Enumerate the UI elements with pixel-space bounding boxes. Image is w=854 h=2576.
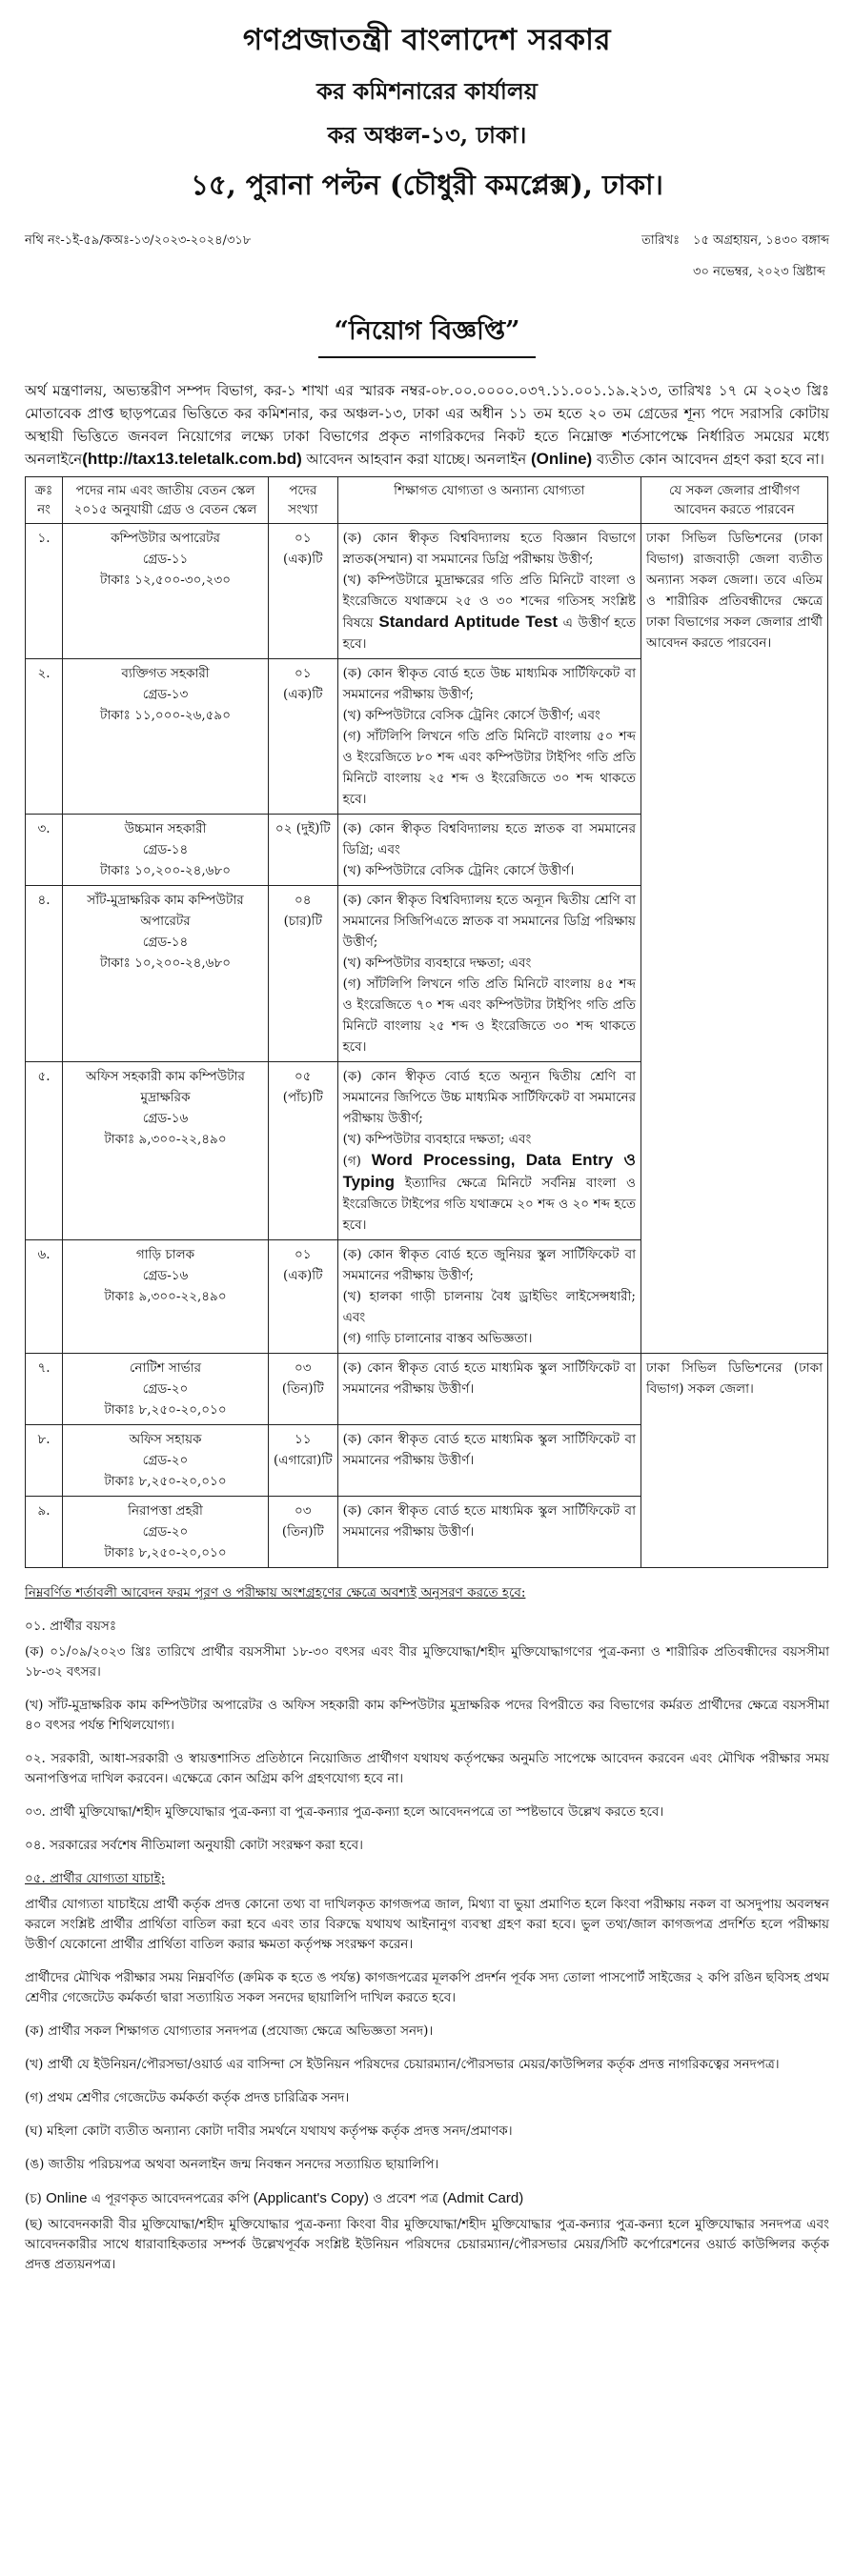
row-post-count: ০১ (এক)টি — [269, 524, 338, 659]
post-scale: টাকাঃ ১১,০০০-২৬,৫৯০ — [100, 708, 231, 723]
row-serial: ২. — [26, 659, 63, 815]
government-title: গণপ্রজাতন্ত্রী বাংলাদেশ সরকার — [242, 23, 612, 57]
qualification-line — [343, 1500, 636, 1542]
qualification-text: (খ) কম্পিউটারে মুদ্রাক্ষরের গতি প্রতি মিনিটে বাংলা ও ইংরেজিতে যথাক্রমে ২৫ ও ৩০ শব্দের গতিসহ সংশ্লিষ্ট বিষয়ে — [342, 573, 636, 631]
table-row — [26, 1354, 828, 1425]
row-post — [63, 659, 269, 815]
cha-text-1: (চ) — [25, 2191, 47, 2206]
row-qualification — [337, 1240, 640, 1354]
row-qualification — [337, 1062, 640, 1240]
cha-admit-card: (Admit Card) — [442, 2190, 524, 2206]
condition-5-para-1: প্রার্থীর যোগ্যতা যাচাইয়ে প্রার্থী কর্তৃক প্রদত্ত কোনো তথ্য বা দাখিলকৃত কাগজপত্র জাল, মিথ্যা বা ভুয়া প্রমাণিত হলে কিংবা পরীক্ষায় নকল বা অসদুপায় অবলম্বন করলে সংশ্লিষ্ট প্রার্থীর প্রার্থিতা বাতিল করা হবে এবং তার বিরুদ্ধে যথাযথ আইনানুগ ব্যবস্থা গ্রহণ করা হবে। ভুল তথ্য/জাল কাগজপত্র প্রদর্শিত হলে পরীক্ষায় উত্তীর্ণ যেকোনো প্রার্থীর প্রার্থিতা বাতিল করার ক্ষমতা কর্তৃপক্ষ সংরক্ষণ করেন। — [25, 1897, 829, 1952]
qualification-text: (গ) গাড়ি চালানোর বাস্তব অভিজ্ঞতা। — [342, 1331, 533, 1346]
condition-1-a: (ক) ০১/০৯/২০২৩ খ্রিঃ তারিখে প্রার্থীর বয়সসীমা ১৮-৩০ বৎসর এবং বীর মুক্তিযোদ্ধা/শহীদ মুক্তিযোদ্ধাগণের পুত্র-কন্যা ও শারীরিক প্রতিবন্ধীদের বয়সসীমা ১৮-৩২ বৎসর। — [25, 1644, 829, 1680]
qualification-text: (ক) কোন স্বীকৃত বোর্ড হতে মাধ্যমিক স্কুল সার্টিফিকেট বা সমমানের পরীক্ষায় উত্তীর্ণ। — [342, 1503, 636, 1540]
memo-number: নথি নং-১ই-৫৯/কঅঃ-১৩/২০২৩-২০২৪/৩১৮ — [25, 233, 252, 248]
condition-5-title: ০৫. প্রার্থীর যোগ্যতা যাচাই: — [25, 1871, 166, 1886]
row-post-count: ০১ (এক)টি — [269, 1240, 338, 1354]
qualification-line — [343, 663, 636, 705]
row-qualification — [337, 1497, 640, 1568]
online-label: (Online) — [531, 450, 593, 468]
qualification-text: (খ) কম্পিউটারে বেসিক ট্রেনিং কোর্সে উত্তীর্ণ। — [342, 863, 575, 878]
table-row — [26, 524, 828, 659]
row-post — [63, 1354, 269, 1425]
header-post: পদের নাম এবং জাতীয় বেতন স্কেল ২০১৫ অনুযায়ী গ্রেড ও বেতন স্কেল — [63, 477, 269, 524]
intro-text-2: আবেদন আহবান করা যাচ্ছে। অনলাইন — [301, 451, 531, 468]
conditions-section — [25, 1583, 829, 2275]
qualification-text: (ক) কোন স্বীকৃত বোর্ড হতে মাধ্যমিক স্কুল সার্টিফিকেট বা সমমানের পরীক্ষায় উত্তীর্ণ। — [342, 1432, 636, 1468]
row-post-count: ০৪ (চার)টি — [269, 886, 338, 1062]
row-qualification — [337, 524, 640, 659]
qualification-line — [343, 1066, 636, 1129]
cha-text-3: ও প্রবেশ পত্র — [369, 2191, 443, 2206]
row-post — [63, 886, 269, 1062]
post-scale: টাকাঃ ৮,২৫০-২০,০১০ — [104, 1474, 227, 1489]
qualification-tail: এ উত্তীর্ণ হতে হবে। — [342, 615, 636, 652]
header-districts: যে সকল জেলার প্রার্থীগণ আবেদন করতে পারবেন — [641, 477, 828, 524]
post-grade: গ্রেড-১৬ — [142, 1268, 189, 1283]
row-post-count: ০৩ (তিন)টি — [269, 1354, 338, 1425]
table-header-row — [26, 477, 828, 524]
advertisement-title-text: “নিয়োগ বিজ্ঞপ্তি” — [318, 310, 535, 358]
condition-1-b: (খ) সাঁট-মুদ্রাক্ষরিক কাম কম্পিউটার অপারেটর ও অফিস সহকারী কাম কম্পিউটার মুদ্রাক্ষরিক পদের বিপরীতে কর বিভাগের কর্মরত প্রার্থীদের ক্ষেত্রে বয়সসীমা ৪০ বৎসর পর্যন্ত শিথিলযোগ্য। — [25, 1698, 829, 1733]
post-scale: টাকাঃ ১০,২০০-২৪,৬৮০ — [100, 956, 231, 971]
row-eligible-districts: ঢাকা সিভিল ডিভিশনের (ঢাকা বিভাগ) সকল জেলা। — [641, 1354, 828, 1568]
post-scale: টাকাঃ ৮,২৫০-২০,০১০ — [104, 1402, 227, 1418]
qualification-line — [343, 1150, 636, 1236]
post-name: উচ্চমান সহকারী — [124, 821, 207, 836]
qualification-highlight: Word Processing, Data Entry ও Typing — [342, 1151, 637, 1191]
date-bangla: ১৫ অগ্রহায়ন, ১৪৩০ বঙ্গাব্দ — [693, 233, 829, 248]
row-qualification — [337, 815, 640, 886]
post-name: সাঁট-মুদ্রাক্ষরিক কাম কম্পিউটার অপারেটর — [87, 893, 244, 929]
qualification-line — [343, 890, 636, 953]
row-serial: ৪. — [26, 886, 63, 1062]
post-scale: টাকাঃ ৯,৩০০-২২,৪৯০ — [104, 1132, 227, 1147]
qualification-line — [343, 570, 636, 654]
cha-online: Online — [46, 2190, 88, 2206]
qualification-text: (খ) কম্পিউটার ব্যবহারে দক্ষতা; এবং — [342, 956, 532, 971]
qualification-line — [343, 974, 636, 1057]
post-scale: টাকাঃ ৯,৩০০-২২,৪৯০ — [104, 1289, 227, 1304]
qualification-line — [343, 1129, 636, 1150]
qualification-text: (ক) কোন স্বীকৃত বিশ্ববিদ্যালয় হতে অন্যূন দ্বিতীয় শ্রেণি বা সমমানের সিজিপিএতে স্নাতক বা সমমানের ডিগ্রি পরিক্ষায় উত্তীর্ণ; — [342, 893, 636, 950]
post-grade: গ্রেড-২০ — [142, 1524, 189, 1540]
date-block — [641, 231, 829, 283]
date-label: তারিখঃ — [641, 233, 681, 248]
qualification-tail: ইত্যাদির ক্ষেত্রে মিনিটে সর্বনিম্ন বাংলা ও ইংরেজিতে টাইপের গতি যথাক্রমে ২০ শব্দ ও ২০ শব্দ হতে হবে। — [342, 1176, 636, 1233]
tax-zone: কর অঞ্চল-১৩, ঢাকা। — [327, 121, 527, 149]
office-name: কর কমিশনারের কার্যালয় — [316, 77, 538, 105]
condition-5-ga: (গ) প্রথম শ্রেণীর গেজেটেড কর্মকর্তা কর্তৃক প্রদত্ত চারিত্রিক সনদ। — [25, 2090, 350, 2105]
condition-5-para-2: প্রার্থীদের মৌখিক পরীক্ষার সময় নিম্নবর্ণিত (ক্রমিক ক হতে ঙ পর্যন্ত) কাগজপত্রের মূলকপি প্রদর্শন পূর্বক সদ্য তোলা পাসপোর্ট সাইজের ২ কপি রঙিন ছবিসহ প্রথম শ্রেণীর গেজেটেড কর্মকর্তা দ্বারা সত্যায়িত সকল সনদের ছায়ালিপি দাখিল করতে হবে। — [25, 1970, 829, 2005]
post-grade: গ্রেড-২০ — [142, 1453, 189, 1468]
post-name: অফিস সহকারী কাম কম্পিউটার মুদ্রাক্ষরিক — [86, 1069, 245, 1105]
row-post — [63, 1425, 269, 1497]
condition-4: ০৪. সরকারের সর্বশেষ নীতিমালা অনুযায়ী কোটা সংরক্ষণ করা হবে। — [25, 1838, 363, 1853]
qualification-line — [343, 1244, 636, 1286]
condition-5-cha — [25, 2188, 829, 2209]
row-post — [63, 1240, 269, 1354]
qualification-text: (ক) কোন স্বীকৃত বোর্ড হতে জুনিয়র স্কুল সার্টিফিকেট বা সমমানের পরীক্ষায় উত্তীর্ণ; — [342, 1247, 636, 1283]
condition-3: ০৩. প্রার্থী মুক্তিযোদ্ধা/শহীদ মুক্তিযোদ্ধার পুত্র-কন্যা বা পুত্র-কন্যার পুত্র-কন্যা হলে আবেদনপত্রে তা স্পষ্টভাবে উল্লেখ করতে হবে। — [25, 1804, 664, 1820]
qualification-text: (ক) কোন স্বীকৃত বিশ্ববিদ্যালয় হতে স্নাতক বা সমমানের ডিগ্রি; এবং — [342, 821, 636, 857]
qualification-text: (খ) হালকা গাড়ী চালনায় বৈধ ড্রাইভিং লাইসেন্সধারী; এবং — [342, 1289, 636, 1325]
cha-applicant-copy: (Applicant's Copy) — [253, 2190, 370, 2206]
office-address: ১৫, পুরানা পল্টন (চৌধুরী কমপ্লেক্স), ঢাকা। — [191, 169, 663, 201]
row-serial: ৭. — [26, 1354, 63, 1425]
row-post — [63, 815, 269, 886]
qualification-line — [343, 726, 636, 810]
condition-5-chha: (ছ) আবেদনকারী বীর মুক্তিযোদ্ধা/শহীদ মুক্তিযোদ্ধার পুত্র-কন্যা কিংবা বীর মুক্তিযোদ্ধা/শহীদ মুক্তিযোদ্ধার পুত্র-কন্যার পুত্র-কন্যা হলে মুক্তিযোদ্ধার সনদপত্র এবং আবেদনকারীর সাথে ধারাবাহিকতার সম্পর্ক উল্লেখপূর্বক সংশ্লিষ্ট ইউনিয়ন পরিষদের চেয়ারম্যান/পৌরসভার মেয়র/সিটি কর্পোরেশনের ওয়ার্ড কাউন্সিলর কর্তৃক প্রদত্ত প্রত্যয়নপত্র। — [25, 2217, 829, 2272]
row-post-count: ১১ (এগারো)টি — [269, 1425, 338, 1497]
condition-5-kha: (খ) প্রার্থী যে ইউনিয়ন/পৌরসভা/ওয়ার্ড এর বাসিন্দা সে ইউনিয়ন পরিষদের চেয়ারম্যান/পৌরসভার মেয়র/কাউন্সিলর কর্তৃক প্রদত্ত নাগরিকত্বের সনদপত্র। — [25, 2057, 780, 2072]
qualification-text: (ক) কোন স্বীকৃত বোর্ড হতে মাধ্যমিক স্কুল সার্টিফিকেট বা সমমানের পরীক্ষায় উত্তীর্ণ। — [342, 1360, 636, 1397]
qualification-line — [343, 1328, 636, 1349]
qualification-line — [343, 953, 636, 974]
office-header — [25, 17, 829, 211]
vacancy-table-body — [26, 524, 828, 1568]
row-qualification — [337, 1425, 640, 1497]
qualification-line — [343, 818, 636, 860]
row-qualification — [337, 886, 640, 1062]
row-qualification — [337, 1354, 640, 1425]
row-serial: ৩. — [26, 815, 63, 886]
row-post-count: ০২ (দুই)টি — [269, 815, 338, 886]
qualification-text: (ক) কোন স্বীকৃত বোর্ড হতে অন্যূন দ্বিতীয় শ্রেণি বা সমমানের জিপিতে উচ্চ মাধ্যমিক সার্টিফিকেট বা সমমানের পরীক্ষায় উত্তীর্ণ; — [342, 1069, 636, 1126]
post-name: অফিস সহায়ক — [129, 1432, 202, 1447]
advertisement-title — [25, 310, 829, 358]
post-grade: গ্রেড-২০ — [142, 1381, 189, 1397]
qualification-text: (গ) সাঁটলিপি লিখনে গতি প্রতি মিনিটে বাংলায় ৫০ শব্দ ও ইংরেজিতে ৮০ শব্দ এবং কম্পিউটার টাইপিং গতি প্রতি মিনিটে বাংলায় ২৫ শব্দ ও ইংরেজিতে ৩০ শব্দ থাকতে হবে। — [342, 729, 636, 807]
application-url[interactable]: (http://tax13.teletalk.com.bd) — [82, 450, 302, 468]
cha-text-2: এ পূরণকৃত আবেদনপত্রের কপি — [87, 2191, 254, 2206]
condition-5-gha: (ঘ) মহিলা কোটা ব্যতীত অন্যান্য কোটা দাবীর সমর্থনে যথাযথ কর্তৃপক্ষ কর্তৃক প্রদত্ত সনদ/প্রমাণক। — [25, 2123, 513, 2139]
post-scale: টাকাঃ ১২,৫০০-৩০,২৩০ — [99, 573, 231, 588]
condition-5-ka: (ক) প্রার্থীর সকল শিক্ষাগত যোগ্যতার সনদপত্র (প্রযোজ্য ক্ষেত্রে অভিজ্ঞতা সনদ)। — [25, 2023, 434, 2039]
condition-5-nga: (ঙ) জাতীয় পরিচয়পত্র অথবা অনলাইন জন্ম নিবন্ধন সনদের সত্যায়িত ছায়ালিপি। — [25, 2157, 439, 2172]
qualification-text: (খ) কম্পিউটার ব্যবহারে দক্ষতা; এবং — [342, 1132, 532, 1147]
post-name: নিরাপত্তা প্রহরী — [128, 1503, 203, 1519]
post-grade: গ্রেড-১১ — [142, 552, 189, 567]
post-scale: টাকাঃ ৮,২৫০-২০,০১০ — [104, 1545, 227, 1560]
vacancy-table — [25, 476, 828, 1568]
qualification-text: (খ) কম্পিউটারে বেসিক ট্রেনিং কোর্সে উত্তীর্ণ; এবং — [342, 708, 600, 723]
qualification-text: (ক) কোন স্বীকৃত বোর্ড হতে উচ্চ মাধ্যমিক সার্টিফিকেট বা সমমানের পরীক্ষায় উত্তীর্ণ; — [342, 666, 636, 702]
condition-2: ০২. সরকারী, আধা-সরকারী ও স্বায়ত্তশাসিত প্রতিষ্ঠানে নিয়োজিত প্রার্থীগণ যথাযথ কর্তৃপক্ষের অনুমতি সাপেক্ষে আবেদন করবেন এবং মৌখিক পরীক্ষার সময় অনাপত্তিপত্র দাখিল করবেন। এক্ষেত্রে কোন অগ্রিম কপি গ্রহণযোগ্য হবে না। — [25, 1751, 829, 1786]
qualification-text: (ক) কোন স্বীকৃত বিশ্ববিদ্যালয় হতে বিজ্ঞান বিভাগে স্নাতক(সম্মান) বা সমমানের ডিগ্রি পরীক্ষায় উত্তীর্ণ; — [342, 531, 636, 567]
post-grade: গ্রেড-১৪ — [142, 842, 189, 857]
qualification-line — [343, 860, 636, 881]
header-count: পদের সংখ্যা — [269, 477, 338, 524]
row-qualification — [337, 659, 640, 815]
post-name: কম্পিউটার অপারেটর — [111, 531, 220, 546]
row-serial: ১. — [26, 524, 63, 659]
header-serial: ক্রঃ নং — [26, 477, 63, 524]
post-grade: গ্রেড-১৪ — [142, 935, 189, 950]
row-serial: ৫. — [26, 1062, 63, 1240]
qualification-line — [343, 528, 636, 570]
conditions-heading: নিম্নবর্ণিত শর্তাবলী আবেদন ফরম পূরণ ও পরীক্ষায় অংশগ্রহণের ক্ষেত্রে অবশ্যই অনুসরণ করতে হবে: — [25, 1585, 526, 1600]
row-post-count: ০৫ (পাঁচ)টি — [269, 1062, 338, 1240]
row-eligible-districts: ঢাকা সিভিল ডিভিশনের (ঢাকা বিভাগ) রাজবাড়ী জেলা ব্যতীত অন্যান্য সকল জেলা। তবে এতিম ও শারীরিক প্রতিবন্ধীদের ক্ষেত্রে ঢাকা বিভাগের সকল জেলার প্রার্থী আবেদন করতে পারবেন। — [641, 524, 828, 1354]
intro-text-3: ব্যতীত কোন আবেদন গ্রহণ করা হবে না। — [592, 451, 824, 468]
post-scale: টাকাঃ ১০,২০০-২৪,৬৮০ — [100, 863, 231, 878]
row-post-count: ০১ (এক)টি — [269, 659, 338, 815]
qualification-text: (গ) — [342, 1154, 361, 1169]
row-serial: ৯. — [26, 1497, 63, 1568]
qualification-line — [343, 1358, 636, 1399]
row-post — [63, 524, 269, 659]
post-grade: গ্রেড-১৩ — [142, 687, 189, 702]
post-name: নোটিশ সার্ভার — [129, 1360, 202, 1376]
post-name: গাড়ি চালক — [135, 1247, 195, 1262]
qualification-line — [343, 705, 636, 726]
post-name: ব্যক্তিগত সহকারী — [121, 666, 210, 681]
row-serial: ৮. — [26, 1425, 63, 1497]
qualification-line — [343, 1429, 636, 1471]
post-grade: গ্রেড-১৬ — [142, 1111, 189, 1126]
date-english: ৩০ নভেম্বর, ২০২৩ খ্রিষ্টাব্দ — [693, 265, 825, 279]
row-serial: ৬. — [26, 1240, 63, 1354]
condition-1-title: ০১. প্রার্থীর বয়সঃ — [25, 1619, 117, 1634]
qualification-highlight: Standard Aptitude Test — [378, 613, 559, 631]
row-post — [63, 1062, 269, 1240]
header-qualification: শিক্ষাগত যোগ্যতা ও অন্যান্য যোগ্যতা — [337, 477, 640, 524]
reference-row — [25, 231, 829, 283]
row-post-count: ০৩ (তিন)টি — [269, 1497, 338, 1568]
qualification-text: (গ) সাঁটলিপি লিখনে গতি প্রতি মিনিটে বাংলায় ৪৫ শব্দ ও ইংরেজিতে ৭০ শব্দ এবং কম্পিউটার টাইপিং গতি প্রতি মিনিটে বাংলায় ২৫ শব্দ ও ইংরেজিতে ৩০ শব্দ থাকতে হবে। — [342, 976, 636, 1055]
qualification-line — [343, 1286, 636, 1328]
intro-paragraph — [25, 379, 829, 471]
row-post — [63, 1497, 269, 1568]
intro-text-1: অর্থ মন্ত্রণালয়, অভ্যন্তরীণ সম্পদ বিভাগ, কর-১ শাখা এর স্মারক নম্বর-০৮.০০.০০০০.০৩৭.১১.০০১.১৯.২১৩, তারিখঃ ১৭ মে ২০২৩ খ্রিঃ মোতাবেক প্রাপ্ত ছাড়পত্রের ভিত্তিতে কর কমিশনার, কর অঞ্চল-১৩, ঢাকা এর অধীন ১১ তম হতে ২০ তম গ্রেডের শূন্য পদে সরাসরি কোটায় অস্থায়ী ভিত্তিতে জনবল নিয়োগের লক্ষ্যে ঢাকা বিভাগের প্রকৃত নাগরিকদের নিকট হতে নিম্নোক্ত শর্তসাপেক্ষে নির্ধারিত সময়ের মধ্যে অনলাইনে — [25, 382, 829, 468]
